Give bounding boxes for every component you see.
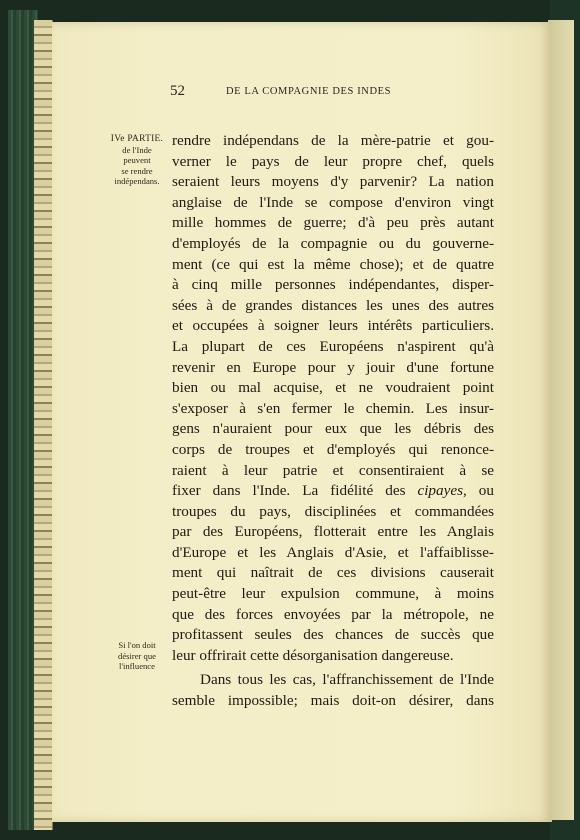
text-line: bien ou mal acquise, et ne voudraient point xyxy=(172,379,494,397)
text-line: raient à leur patrie et consentiraient à se xyxy=(172,461,494,479)
text-line: gens n'auraient pour eux que les débris des xyxy=(172,420,494,438)
text-line: seraient leurs moyens d'y parvenir? La nation xyxy=(172,173,494,191)
margin-note-1 xyxy=(104,134,170,187)
text-line: rendre indépendans de la mère-patrie et gou- xyxy=(172,132,494,149)
margin-note-line: désirer que xyxy=(118,650,156,661)
text-line: à cinq mille personnes indépendantes, disper- xyxy=(172,276,494,294)
text-line: revenir en Europe pour y jouir d'une fortune xyxy=(172,358,494,376)
text-segment: fixer dans l'Inde. La fidélité des xyxy=(172,482,418,500)
page-edges xyxy=(34,20,53,830)
text-line: et occupées à soigner leurs intérêts particuliers. xyxy=(172,317,494,335)
text-line: s'exposer à s'en fermer le chemin. Les insur- xyxy=(172,399,494,417)
text-line: verner le pays de leur propre chef, quels xyxy=(172,152,494,170)
text-line: ment (ce qui est la même chose); et de quatre xyxy=(172,255,494,273)
text-line: d'Europe et les Anglais d'Asie, et l'affaiblisse- xyxy=(172,543,494,561)
margin-note-line: de l'Inde xyxy=(122,144,152,155)
text-line: que des forces envoyées par la métropole, ne xyxy=(172,605,494,623)
text-line: d'employés de la compagnie ou du gouverne- xyxy=(172,234,494,252)
text-line: par des Européens, flotterait entre les Anglais xyxy=(172,523,494,541)
text-line: sées à de grandes distances les unes des autres xyxy=(172,296,494,314)
body-text xyxy=(172,131,494,712)
margin-note-line: l'influence xyxy=(119,661,155,671)
running-head xyxy=(170,83,502,104)
margin-note-line: Si l'on doit xyxy=(118,640,156,650)
text-line: troupes du pays, disciplinées et commandées xyxy=(172,502,494,520)
margin-note-line: se rendre xyxy=(121,165,153,176)
margin-note-line: indépendans. xyxy=(114,176,160,186)
running-head-title: DE LA COMPAGNIE DES INDES xyxy=(226,86,392,97)
text-line: leur offrirait cette désorganisation dangereuse. xyxy=(172,646,454,664)
italic-word: cipayes xyxy=(417,482,464,500)
text-line: Dans tous les cas, l'affranchissement de l'Inde xyxy=(200,671,494,689)
text-line: corps de troupes et d'employés qui renonce- xyxy=(172,440,494,458)
text-line: mille hommes de guerre; d'à peu près autant xyxy=(172,214,494,232)
text-line: peut-être leur expulsion commune, à moins xyxy=(172,585,494,603)
text-segment: , ou xyxy=(463,482,494,500)
text-line: profitassent seules des chances de succès que xyxy=(172,626,494,644)
text-line: La plupart de ces Européens n'aspirent qu'à xyxy=(172,337,494,355)
text-line xyxy=(172,481,494,502)
text-line: semble impossible; mais doit-on désirer, dans xyxy=(172,692,494,710)
text-line: ment qui naîtrait de ces divisions causerait xyxy=(172,564,494,582)
page-number: 52 xyxy=(170,83,185,99)
margin-note-part: IVe PARTIE. xyxy=(110,134,164,144)
text-line: anglaise de l'Inde se compose d'environ vingt xyxy=(172,193,494,211)
margin-note-2 xyxy=(104,640,170,672)
margin-note-line: peuvent xyxy=(123,155,151,165)
